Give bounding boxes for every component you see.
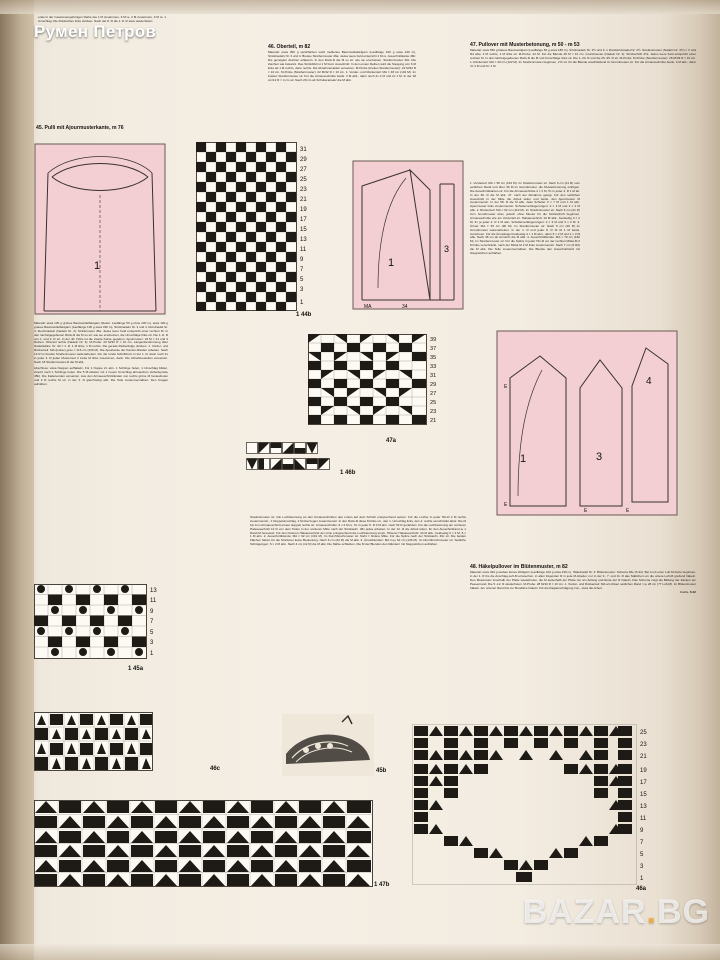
section-47-header-block: [470, 42, 696, 71]
section-47-title: 47. Pullover mit Musterbetonung, m 50 - m 53: [470, 42, 580, 48]
page-top-edge: [0, 0, 720, 14]
legend-46b: [246, 442, 366, 482]
schematic-45: [34, 143, 166, 315]
section-45-body-text: Material: etwa 130 g grünes Baumwolleffektgarn (Dekor, Lauflänge 50 g ohne 230 m), etwa 100 g graues Baumwolleffektgarn (Lauflänge 100 g etwa 330 m), Stricknadeln Nr. 3 und 4. Rundnadel Nr. 4. Zuschnadeln (Nadeln Nr. 4): Strickmuster 45a. Jedes leere Feld entspricht einer rechten M. In den nachstgegebenen Rück-R die M so str. wie sie erscheinen, die Umschläge links str. Die 1.-8. R von 1. und 2. R str. In der 40. Höhe ist die zweite Kante gegeben. Ajourmuster: 24 M = 21 und 4 Reihen. Oberteil rechts (Nadeln Nr. 3): M-Probe: 20 M/32 R = 10 cm. Längenbestimmung über Nadelstärke: Nr. 40 = 1. R. 1 M links, 1 M rechts. Die gerade Reihenfolge stricken. 1. Vorder- und Rückenteil: MA (locker) grau = 116 cm (230 M). Die Ajourkante der Kanten-Ränder arbeiten. Nach 14 R im breiten Streifenmuster weiterarbeiten. Für die runde Schnittform in der 1. R, dann noch 4x in jeder 4. R jeden Musterrest 2 Linke M links zusammen, dann. Die Abnahmestellen versetzen. Nach 18 Streifenmuster-R die M abk.: [34, 321, 168, 364]
svg-text:21: 21: [300, 197, 307, 203]
caption-44b: 1 44b: [296, 312, 312, 318]
caption-46a: 46a: [636, 886, 647, 892]
section-48-continue-note: Forts. S.32: [680, 589, 696, 594]
chart-46c: [34, 712, 174, 782]
section-45-body: [34, 322, 168, 389]
svg-text:3: 3: [300, 287, 304, 293]
svg-text:5: 5: [640, 852, 644, 858]
section-48-header-block: [470, 564, 696, 595]
chart-44b-row-numbers: [300, 147, 307, 306]
svg-text:MA: MA: [364, 304, 372, 310]
caption-47b: 1 47b: [374, 882, 390, 888]
svg-text:23: 23: [300, 187, 307, 193]
svg-text:25: 25: [640, 730, 647, 736]
svg-text:13: 13: [300, 237, 307, 243]
svg-text:23: 23: [640, 742, 647, 748]
svg-text:1: 1: [520, 453, 527, 465]
svg-text:29: 29: [430, 382, 437, 388]
svg-text:23: 23: [430, 409, 437, 415]
svg-text:13: 13: [150, 588, 157, 594]
photo-swatch-45b: [282, 714, 374, 776]
chart-46a-row-numbers: [640, 730, 647, 882]
svg-text:25: 25: [430, 400, 437, 406]
section-48-title: 48. Häkelpullover im Blütenmuster, m 82: [470, 564, 568, 570]
section-47-body2: [470, 182, 580, 256]
chart-47b: [34, 800, 384, 896]
svg-text:9: 9: [640, 828, 644, 834]
svg-text:19: 19: [300, 207, 307, 213]
svg-text:3: 3: [596, 451, 603, 463]
svg-text:7: 7: [640, 840, 644, 846]
svg-text:17: 17: [640, 780, 647, 786]
svg-text:E: E: [626, 508, 630, 514]
svg-text:21: 21: [430, 418, 437, 424]
svg-text:1: 1: [388, 257, 395, 269]
site-watermark: BAZAR.BG: [522, 893, 710, 931]
svg-text:E: E: [584, 508, 588, 514]
left-top-fragment: ende in der zusammengehörigen Reihe wie 1 M zusammen, 3 M re, 2 M zusammen, 3 M re. 1 Umschlag. Die Rückreihen links stricken. Nach der 8. R die 1.-8. R stets wiederholen.: [38, 15, 166, 23]
svg-text:1: 1: [150, 651, 154, 657]
chart-46a: [412, 724, 682, 900]
svg-text:9: 9: [300, 257, 304, 263]
section-46-header-block: [268, 44, 416, 82]
svg-text:31: 31: [430, 373, 437, 379]
owner-watermark: Румен Петров: [34, 22, 157, 41]
chart-47a: [308, 334, 458, 434]
svg-text:E: E: [504, 502, 508, 508]
left-column: [38, 16, 166, 26]
chart-45a-row-numbers: [150, 588, 157, 657]
caption-46b: 1 46b: [340, 470, 356, 476]
caption-46c: 46c: [210, 766, 221, 772]
svg-text:35: 35: [430, 355, 437, 361]
svg-text:1: 1: [640, 876, 644, 882]
book-binding-shadow: [0, 0, 34, 960]
svg-text:29: 29: [300, 157, 307, 163]
caption-45a: 1 45a: [128, 666, 144, 672]
svg-text:17: 17: [300, 217, 307, 223]
svg-text:1: 1: [300, 300, 304, 306]
svg-text:39: 39: [430, 337, 437, 343]
svg-text:31: 31: [300, 147, 307, 153]
section-46-notes-text: Streifenmuster str. Die Lochbetonung an den Armausschnitten den Linien auf dem Schnitt entsprechend setzen. Für die Löcher in jeder Hin-R 2 M rechts zusammenstr., 1 Doppelumschlag, 2 M überzogen zusammenstr. In den Rück-R diese M links str., den 1. Umschlag links, den 2. rechts verschränkt abstr. Die M bis zum Armausschnitt erneut doppelt rechts str. Armausschnitte: 9 x 2 M re. 6× in jeder 8. R 3 M abn. nach 52 R gerändert. Für die Lochbetonung am vorderen Halsausschnitt 12 R von dem Teilen in der vorderen Mitte nach der Strickaufn. 48x jedes arbeiten. In der 12. R die Arbeit teilen, für den Ausschnittrand je 1 Rand-M herausstr. Für den hinteren Halsausschnitt der Linie entsprechend die Lochbetonung einstr. Hinterer Halsausschnitt: 34 M abk., beidseitig 6 × 2 M, 8 × 1 M abn. 2. Ausschnittblende: MA = 92 cm (191 M). Im Durchbruchmuster str. Naht = hintere Mitte. Für die Spitze nach der Strickaufn. 46x str. Die beiden Flächen haben für die Strickerei keine Bedeutung. Nach 6 cm (22 R) die M abk. 3. Ärmelblenden: MA in je 62 cm (136 M). Im Durchbruchmuster str. Seitliche Schrägungen: 6 × 2 M abn. Nach 4 cm (12 R) die M abk. Die Nähte schließen. Die M der Blenden den Rändern mit Steppstichen aufnähen.: [250, 515, 466, 547]
svg-text:11: 11: [150, 598, 157, 604]
svg-text:27: 27: [300, 167, 307, 173]
caption-45b: 45b: [376, 768, 387, 774]
chart-45a: [34, 584, 170, 666]
svg-text:19: 19: [640, 768, 647, 774]
svg-text:15: 15: [300, 227, 307, 233]
section-46-body-text: Material: etwa 350 g sprühfarben weiß melliertes Baumwollefektgarn (Lauflänge 100 g etwa 240 m), Stricknadeln Nr. 3 und 4. Breites Streifenmuster 46a: Jedes leere Feld entspricht 1 M re. Ausschnittkante 46b: Die gezeigten Zeichen erläutern. In den Rück-R die M so str. wie sie erscheinen. Streifenmuster 46c: Die Zeichen wie bekannt. Das Strickbild ist 1 M breit. Ausschnitt: In den ersten Reihen wird die Steigung von 6 M links ab 1 M rechts, dann rechts. Die Abnahmestellen versetzen. M-Probe (breites Streifenmuster): 22 M/32 R = 10 cm. M-Probe (Streifenmuster): 22 M/32 R = 10 cm. 1. Vorder- und Rückenteil: MA = 48 cm (104 M). Im breiten Streifenmuster str. Für die Armausschnitte beids. 3 M abk., dann noch 2x 2 M und 2x 1 M. In der 18 cm/12 R = 4 cm str. Nach 28 cm ab Schulteransatz die M abk.: [268, 50, 416, 82]
section-46-title: 46. Oberteil, m 82: [268, 44, 311, 50]
caption-47a: 47a: [386, 438, 397, 444]
page-bottom-edge: [0, 944, 720, 960]
section-46-notes: [250, 516, 466, 547]
svg-text:3: 3: [640, 864, 644, 870]
section-45-extra-text: Abschluss: etwa Noppen aufhäkeln. Für 1 Noppe 2× abn. 1 Schlinge holen, 1 Umschlag bilden, zuletzt noch 1 Schlinge holen. Die 5 M-Glieder mit 1 neuen Umschlag abmaschen (Arbeitsprobe 45b). Die Fadenenden versetzen. Aus den Armausschnittränden von rechts grüne M herausholen und 2 R rechts M str. in der 3. R gleichzeitig abk. Die Teile zusammennähen. Den Kragen aufnähen.: [34, 366, 168, 386]
svg-text:34: 34: [402, 304, 408, 310]
svg-text:5: 5: [300, 277, 304, 283]
section-47-body2-text: 1. Vorderteil: MA = 58 cm (154 M). Im Streifenmuster str. Nach 6 cm (21 R) vom seitlichen Rand und über 36 M im Grundmuster, die Musterbetonung einfügen. Die Ausschnittkanten str. Für die Armausschnitte 4 × 2 M, 5× in jeder 4. R 1 M ab. In der 38. R die M abk. 47. nach der Abnahme gelegt. Für den seitlichen Ausschnitt in der Mitte die Arbeit teilen und beids. den Ajourmuster M zusammenstr. In der 58. R die M abk. Jede Schulter 3 × 7 M und 1 M abn. Ajourmuster links zusammenstr. Schulterverlängerungen: 2 × 3 M und 3 × 2 M abk. 2. Rückenteil: MA = 62 cm (119 M). Im Streifenmuster str. Nach 6 cm (21 R) zum Grundmuster über, jedoch ohne Muster für die Strickschrift beginnen. Armausschnitte wie am Vorderteil str. Halsausschnitt: 19 M abk., beidseitig 3 × 2 M, 3× je jeder 2. R 1 M abn. Schulterverlängerungen: 2 × 3 M und 3 × 2 M. 3. Ärmel: MA = 35 cm (90 M). Im Streifenmuster str. Nach 5 cm (26 R) im Grundmuster weiterarbeiten. In der 1. R und jeder 8. R 11 M 1 M beids. zunehmen. Für die Ärmelkugel beidseitig 4 × 1 M abn., dann 6 × 2 M und 1 × 3 M abk. Nach 38 cm ab Armloch die M abk. 4. Ausschnittblende: MA = 70 cm (182 M). Im Streifenmuster str. Für die Spitze in jeder Hin-R vor der rechten Mittel-M 2 M links verschränkt, nach der Mittel-M 2 M links zusammenstr. Nach 7 cm (6 Rd) die M abk. Die Teile zusammennähen. Die Blende den Ausschnittrand mit Steppstichen aufnähen.: [470, 181, 580, 256]
svg-text:33: 33: [430, 364, 437, 370]
section-48-body-text: Material: etwa 420 g weißes feines Wollgarn (Lauflänge 100 g etwa 230 m), Häkelnadel Nr. 3. Blütenmuster: Schema 48e (S.32). Bei A mit einer Luft-M-Kette beginnen, in der 1. R bis die Anschlag-Luft-M einstechen, in allen folgenden R in jede M-Glieder, nur in der 3., 7. und 11. R das Stäbchen um die untere Luft-M greifend häkeln. Den Mustersatz innerhalb der Pfeile wiederholen, die M außerhalb der Pfeile nur am Anfang und Ende der R häkeln. Das Schema zeigt die Bildung der Zacken am Passenrand. Die 5.-12. R wiederholen. M-Probe: 28 M/10 R = 10 cm. 1. Vorder- und Rückenteil: MA am linken seitlichen Rand = je 28 cm (77 Luft-M). Im Blütenmuster häkeln. Am unteren Rand bis zur Bundlinie häkeln. Für die Raglanschrägung zun., etwa die Arbeit.: [470, 570, 696, 590]
chart-47a-row-numbers: [430, 337, 436, 424]
svg-text:1: 1: [94, 260, 101, 272]
svg-text:25: 25: [300, 177, 307, 183]
svg-text:37: 37: [430, 346, 437, 352]
svg-text:13: 13: [640, 804, 647, 810]
svg-text:27: 27: [430, 391, 437, 397]
svg-text:11: 11: [300, 247, 307, 253]
svg-text:11: 11: [640, 816, 647, 822]
svg-text:3: 3: [150, 640, 154, 646]
svg-text:9: 9: [150, 609, 154, 615]
svg-text:15: 15: [640, 792, 647, 798]
svg-text:7: 7: [300, 267, 304, 273]
svg-text:5: 5: [150, 630, 154, 636]
section-47-body-text: Material: etwa 650 g blaues Baumwollgarn (Lauflänge 50 g etwa 180 m), Stricknadeln Nr. 2½ und 3, 1 Rundstricknadel Nr. 2½. Streifenmuster (Nadeln Nr. 3½) = V und Rd abw. 2 M rechts, 1 M links str. M-Probe: 22 M. Für die Blende 28 M = 10 cm. Grundmuster (Nadeln Nr. 3): Strickschrift 47a. Jedes leere Feld entspricht einer rechten M. In den nächstgegebenen Rück-R die M und Umschläge links str. Die 1.-24. R und die 25.-35. R str. M-Probe: M-Probe (Streifenmuster): 26 M/33 R = 10 cm. 1. Rückenteil: MA = 40 cm (122 M). Im Streifenmuster beginnen, 2 R str. für die Blende anschließend im Grundmuster str. Für die Armausschnitte beids. 3 M abk., dann 4× 2 M und 6× 1 M.: [470, 48, 696, 68]
svg-text:E: E: [504, 384, 508, 390]
chart-44b: [196, 142, 318, 314]
section-45-title: 45. Pulli mit Ajourmusterkante, m 76: [36, 125, 124, 131]
svg-text:21: 21: [640, 754, 647, 760]
svg-text:7: 7: [150, 619, 154, 625]
svg-text:4: 4: [646, 376, 652, 387]
svg-text:3: 3: [444, 244, 450, 254]
schematic-47: [496, 330, 678, 516]
section-45-header-block: [36, 125, 168, 132]
schematic-46: [352, 160, 464, 310]
